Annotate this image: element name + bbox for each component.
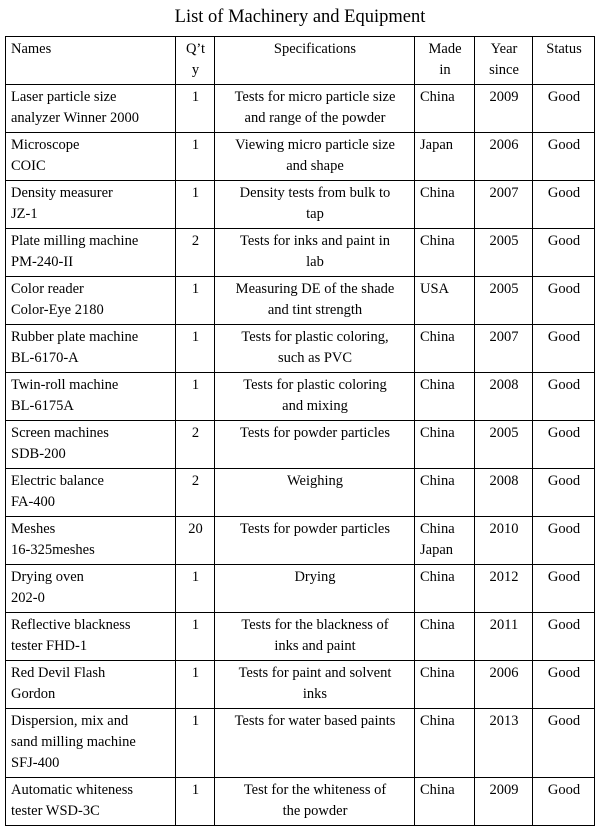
- specification-cell-line: Density tests from bulk to: [239, 185, 391, 201]
- table-row: [6, 325, 595, 373]
- quantity-cell: 1: [176, 133, 215, 181]
- equipment-name-cell-line: BL-6175A: [11, 398, 74, 414]
- year-since-cell: 2005: [475, 421, 533, 469]
- specification-cell-line: Weighing: [286, 473, 344, 489]
- table-row: [6, 517, 595, 565]
- quantity-cell: 2: [176, 469, 215, 517]
- header-year-since-line2: since: [489, 62, 519, 78]
- specification-cell-line: and range of the powder: [244, 110, 386, 126]
- table-row: [6, 709, 595, 778]
- table-row: [6, 229, 595, 277]
- equipment-name-cell-line: tester FHD-1: [11, 638, 88, 654]
- specification-cell: [215, 469, 415, 517]
- specification-cell-line: and shape: [286, 158, 344, 174]
- specification-cell-line: Tests for powder particles: [240, 521, 390, 537]
- quantity-cell: 1: [176, 85, 215, 133]
- made-in-cell: [415, 613, 475, 661]
- specification-cell-line: Measuring DE of the shade: [235, 281, 395, 297]
- status-cell: Good: [533, 565, 595, 613]
- specification-cell-line: the powder: [282, 803, 348, 819]
- status-cell: Good: [533, 373, 595, 421]
- made-in-cell-line: China: [420, 521, 455, 537]
- specification-cell-line: tap: [306, 206, 324, 222]
- specification-cell-line: Tests for paint and solvent: [238, 665, 392, 681]
- quantity-cell: 1: [176, 373, 215, 421]
- specification-cell: [215, 181, 415, 229]
- equipment-name-cell: [6, 565, 176, 613]
- year-since-cell: 2010: [475, 517, 533, 565]
- header-quantity: [176, 37, 215, 85]
- equipment-table: [5, 36, 595, 826]
- made-in-cell-line: China: [420, 185, 455, 201]
- specification-cell-line: Test for the whiteness of: [243, 782, 387, 798]
- header-status: Status: [533, 37, 595, 85]
- quantity-cell: 20: [176, 517, 215, 565]
- made-in-cell: [415, 325, 475, 373]
- year-since-cell: 2007: [475, 325, 533, 373]
- equipment-name-cell: [6, 517, 176, 565]
- specification-cell-line: Tests for plastic coloring,: [241, 329, 389, 345]
- year-since-cell: 2005: [475, 277, 533, 325]
- equipment-name-cell-line: Dispersion, mix and: [11, 713, 129, 729]
- status-cell: Good: [533, 421, 595, 469]
- equipment-name-cell-line: 202-0: [11, 590, 45, 606]
- quantity-cell: 1: [176, 181, 215, 229]
- equipment-name-cell-line: Rubber plate machine: [11, 329, 139, 345]
- equipment-name-cell-line: Automatic whiteness: [11, 782, 134, 798]
- header-made-in-line2: in: [439, 62, 451, 78]
- table-row: [6, 778, 595, 826]
- status-cell: Good: [533, 85, 595, 133]
- equipment-name-cell-line: COIC: [11, 158, 46, 174]
- equipment-name-cell: [6, 778, 176, 826]
- specification-cell: [215, 661, 415, 709]
- equipment-name-cell-line: Twin-roll machine: [11, 377, 119, 393]
- table-row: [6, 133, 595, 181]
- status-cell: Good: [533, 613, 595, 661]
- quantity-cell: 1: [176, 778, 215, 826]
- status-cell: Good: [533, 469, 595, 517]
- made-in-cell: [415, 517, 475, 565]
- equipment-name-cell: [6, 133, 176, 181]
- specification-cell-line: Drying: [294, 569, 336, 585]
- year-since-cell: 2009: [475, 778, 533, 826]
- equipment-name-cell-line: SDB-200: [11, 446, 66, 462]
- year-since-cell: 2013: [475, 709, 533, 778]
- equipment-name-cell: [6, 709, 176, 778]
- equipment-name-cell-line: BL-6170-A: [11, 350, 79, 366]
- equipment-name-cell-line: 16-325meshes: [11, 542, 95, 558]
- table-header-row: [6, 37, 595, 85]
- equipment-name-cell-line: Laser particle size: [11, 89, 117, 105]
- header-specifications: Specifications: [215, 37, 415, 85]
- year-since-cell: 2008: [475, 373, 533, 421]
- quantity-cell: 1: [176, 661, 215, 709]
- table-row: [6, 469, 595, 517]
- equipment-name-cell-line: Microscope: [11, 137, 80, 153]
- equipment-name-cell-line: tester WSD-3C: [11, 803, 100, 819]
- made-in-cell: [415, 469, 475, 517]
- specification-cell: [215, 85, 415, 133]
- equipment-name-cell-line: FA-400: [11, 494, 56, 510]
- made-in-cell: [415, 373, 475, 421]
- specification-cell: [215, 277, 415, 325]
- equipment-name-cell: [6, 277, 176, 325]
- equipment-name-cell: [6, 469, 176, 517]
- made-in-cell-line: China: [420, 665, 455, 681]
- specification-cell-line: Tests for the blackness of: [241, 617, 389, 633]
- status-cell: Good: [533, 709, 595, 778]
- table-row: [6, 277, 595, 325]
- header-quantity-line1: Q’t: [185, 41, 206, 57]
- made-in-cell: [415, 277, 475, 325]
- made-in-cell-line: Japan: [420, 137, 454, 153]
- equipment-name-cell-line: Red Devil Flash: [11, 665, 106, 681]
- equipment-name-cell-line: Plate milling machine: [11, 233, 139, 249]
- equipment-name-cell: [6, 85, 176, 133]
- equipment-name-cell-line: Electric balance: [11, 473, 104, 489]
- made-in-cell-line: China: [420, 569, 455, 585]
- made-in-cell-line: China: [420, 233, 455, 249]
- year-since-cell: 2011: [475, 613, 533, 661]
- equipment-name-cell-line: Color-Eye 2180: [11, 302, 104, 318]
- equipment-name-cell-line: JZ-1: [11, 206, 38, 222]
- status-cell: Good: [533, 517, 595, 565]
- equipment-name-cell-line: PM-240-II: [11, 254, 74, 270]
- equipment-name-cell-line: Drying oven: [11, 569, 84, 585]
- equipment-name-cell-line: Density measurer: [11, 185, 113, 201]
- specification-cell: [215, 709, 415, 778]
- specification-cell-line: and tint strength: [267, 302, 363, 318]
- header-year-since-line1: Year: [490, 41, 518, 57]
- specification-cell: [215, 325, 415, 373]
- table-body: [6, 85, 595, 826]
- quantity-cell: 2: [176, 229, 215, 277]
- specification-cell: [215, 517, 415, 565]
- specification-cell-line: Tests for powder particles: [240, 425, 390, 441]
- equipment-name-cell-line: Color reader: [11, 281, 84, 297]
- table-row: [6, 373, 595, 421]
- specification-cell: [215, 778, 415, 826]
- status-cell: Good: [533, 661, 595, 709]
- specification-cell-line: and mixing: [282, 398, 348, 414]
- specification-cell: [215, 421, 415, 469]
- specification-cell-line: such as PVC: [277, 350, 353, 366]
- year-since-cell: 2008: [475, 469, 533, 517]
- specification-cell-line: Tests for water based paints: [234, 713, 396, 729]
- specification-cell-line: Tests for micro particle size: [234, 89, 396, 105]
- equipment-name-cell-line: SFJ-400: [11, 755, 60, 771]
- page-title: List of Machinery and Equipment: [174, 7, 426, 27]
- specification-cell-line: inks: [302, 686, 328, 702]
- made-in-cell: [415, 709, 475, 778]
- equipment-name-cell-line: sand milling machine: [11, 734, 136, 750]
- made-in-cell-line: China: [420, 89, 455, 105]
- made-in-cell: [415, 421, 475, 469]
- equipment-name-cell: [6, 181, 176, 229]
- specification-cell-line: Viewing micro particle size: [235, 137, 395, 153]
- specification-cell-line: lab: [306, 254, 324, 270]
- made-in-cell-line: China: [420, 713, 455, 729]
- specification-cell: [215, 613, 415, 661]
- made-in-cell-line: China: [420, 329, 455, 345]
- equipment-name-cell: [6, 373, 176, 421]
- made-in-cell: [415, 133, 475, 181]
- specification-cell-line: Tests for plastic coloring: [243, 377, 387, 393]
- year-since-cell: 2005: [475, 229, 533, 277]
- equipment-name-cell-line: analyzer Winner 2000: [11, 110, 139, 126]
- status-cell: Good: [533, 778, 595, 826]
- equipment-name-cell: [6, 229, 176, 277]
- header-quantity-line2: y: [191, 62, 200, 78]
- made-in-cell: [415, 778, 475, 826]
- equipment-name-cell: [6, 421, 176, 469]
- specification-cell: [215, 229, 415, 277]
- quantity-cell: 1: [176, 613, 215, 661]
- made-in-cell: [415, 181, 475, 229]
- status-cell: Good: [533, 277, 595, 325]
- equipment-name-cell: [6, 613, 176, 661]
- header-made-in-line1: Made: [428, 41, 462, 57]
- equipment-name-cell-line: Reflective blackness: [11, 617, 131, 633]
- specification-cell: [215, 565, 415, 613]
- status-cell: Good: [533, 229, 595, 277]
- specification-cell-line: Tests for inks and paint in: [239, 233, 390, 249]
- header-year-since: [475, 37, 533, 85]
- specification-cell: [215, 373, 415, 421]
- table-row: [6, 181, 595, 229]
- made-in-cell: [415, 229, 475, 277]
- table-row: [6, 565, 595, 613]
- specification-cell-line: inks and paint: [274, 638, 356, 654]
- year-since-cell: 2007: [475, 181, 533, 229]
- table-row: [6, 613, 595, 661]
- made-in-cell: [415, 565, 475, 613]
- equipment-name-cell: [6, 325, 176, 373]
- status-cell: Good: [533, 325, 595, 373]
- quantity-cell: 1: [176, 565, 215, 613]
- quantity-cell: 1: [176, 277, 215, 325]
- equipment-name-cell-line: Gordon: [11, 686, 56, 702]
- quantity-cell: 1: [176, 709, 215, 778]
- made-in-cell-line: China: [420, 377, 455, 393]
- table-row: [6, 85, 595, 133]
- made-in-cell: [415, 85, 475, 133]
- equipment-name-cell: [6, 661, 176, 709]
- year-since-cell: 2006: [475, 133, 533, 181]
- made-in-cell-line: Japan: [420, 542, 454, 558]
- table-row: [6, 661, 595, 709]
- made-in-cell-line: China: [420, 473, 455, 489]
- made-in-cell-line: USA: [420, 281, 450, 297]
- made-in-cell-line: China: [420, 782, 455, 798]
- table-row: [6, 421, 595, 469]
- header-made-in: [415, 37, 475, 85]
- status-cell: Good: [533, 133, 595, 181]
- quantity-cell: 2: [176, 421, 215, 469]
- made-in-cell: [415, 661, 475, 709]
- equipment-name-cell-line: Screen machines: [11, 425, 109, 441]
- year-since-cell: 2012: [475, 565, 533, 613]
- status-cell: Good: [533, 181, 595, 229]
- header-names: Names: [6, 37, 176, 85]
- specification-cell: [215, 133, 415, 181]
- equipment-name-cell-line: Meshes: [11, 521, 56, 537]
- made-in-cell-line: China: [420, 617, 455, 633]
- year-since-cell: 2009: [475, 85, 533, 133]
- quantity-cell: 1: [176, 325, 215, 373]
- year-since-cell: 2006: [475, 661, 533, 709]
- made-in-cell-line: China: [420, 425, 455, 441]
